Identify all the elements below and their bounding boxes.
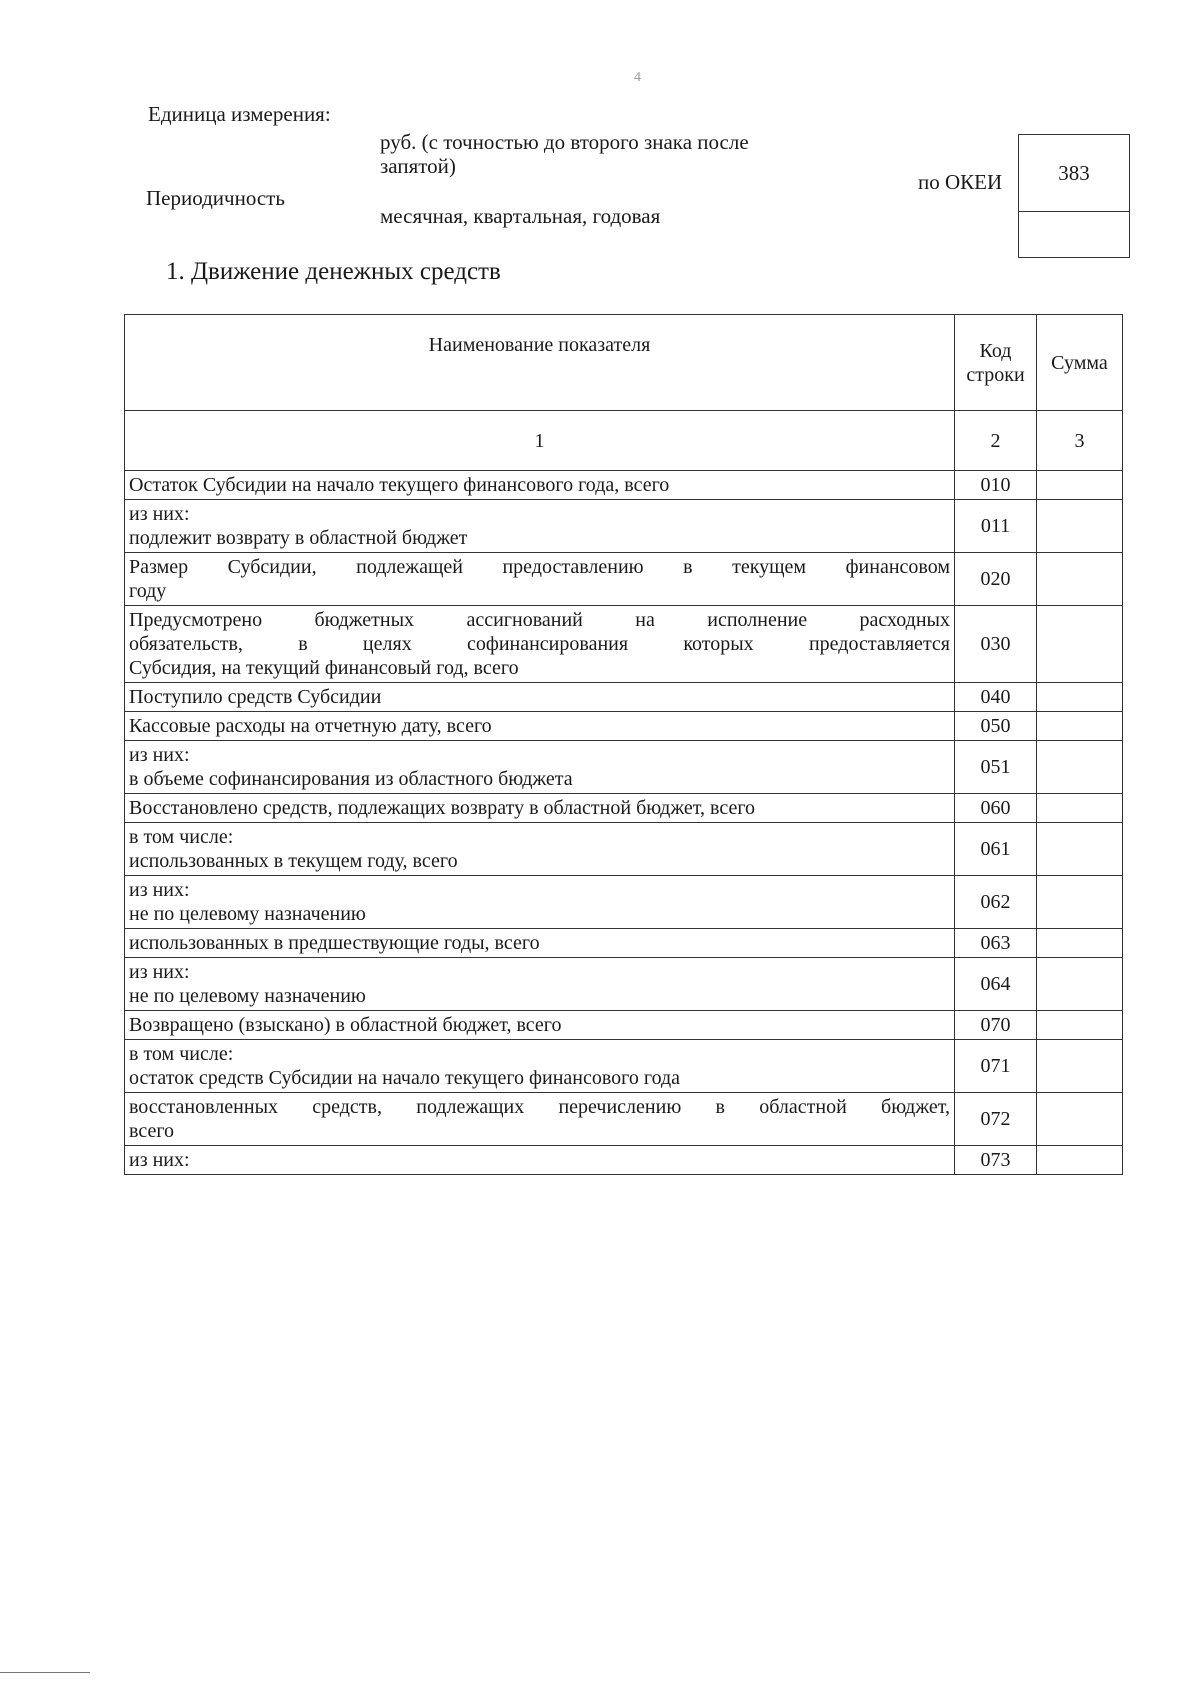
row-name-line: году — [129, 580, 167, 602]
row-sum — [1037, 683, 1123, 712]
row-sum — [1037, 741, 1123, 794]
row-name-line: обязательств, в целях софинансирования которых предоставляется — [129, 633, 950, 655]
row-name-line: Кассовые расходы на отчетную дату, всего — [129, 715, 492, 737]
table-row — [125, 1146, 1123, 1175]
table-row — [125, 500, 1123, 553]
row-name-line: из них: — [129, 744, 190, 766]
row-code: 073 — [955, 1146, 1037, 1175]
row-sum — [1037, 1011, 1123, 1040]
row-name-line: Остаток Субсидии на начало текущего финансового года, всего — [129, 474, 670, 496]
table-row — [125, 794, 1123, 823]
row-name-line: Возвращено (взыскано) в областной бюджет, всего — [129, 1014, 562, 1036]
table-row — [125, 471, 1123, 500]
table-number-row — [125, 411, 1123, 471]
row-name-line: подлежит возврату в областной бюджет — [129, 527, 468, 549]
row-sum — [1037, 823, 1123, 876]
header-number-sum: 3 — [1037, 411, 1123, 471]
row-sum — [1037, 553, 1123, 606]
table-row — [125, 741, 1123, 794]
table-row — [125, 606, 1123, 683]
table-row — [125, 712, 1123, 741]
row-sum — [1037, 929, 1123, 958]
row-name-line: в том числе: — [129, 1043, 234, 1065]
row-code: 062 — [955, 876, 1037, 929]
footer-mark — [0, 1672, 90, 1673]
table-row — [125, 1040, 1123, 1093]
okei-box — [1018, 134, 1130, 258]
row-name — [125, 1093, 955, 1146]
row-name — [125, 929, 955, 958]
row-code: 063 — [955, 929, 1037, 958]
header-name: Наименование показателя — [125, 315, 955, 411]
row-code: 050 — [955, 712, 1037, 741]
table-header-row — [125, 315, 1123, 411]
row-name-line: из них: — [129, 961, 190, 983]
table-row — [125, 1093, 1123, 1146]
row-name-line: в объеме софинансирования из областного бюджета — [129, 768, 573, 790]
row-sum — [1037, 500, 1123, 553]
row-name-line: использованных в текущем году, всего — [129, 850, 458, 872]
row-name — [125, 876, 955, 929]
row-name-line: в том числе: — [129, 826, 234, 848]
row-name-line: из них: — [129, 503, 190, 525]
row-name — [125, 741, 955, 794]
row-code: 030 — [955, 606, 1037, 683]
row-name — [125, 553, 955, 606]
row-name-line: Поступило средств Субсидии — [129, 686, 382, 708]
row-code: 011 — [955, 500, 1037, 553]
header-sum: Сумма — [1037, 315, 1123, 411]
table-row — [125, 1011, 1123, 1040]
row-sum — [1037, 1146, 1123, 1175]
row-name — [125, 606, 955, 683]
row-code: 051 — [955, 741, 1037, 794]
row-name-line: Субсидия, на текущий финансовый год, всего — [129, 657, 519, 679]
row-name — [125, 958, 955, 1011]
row-name-line: Размер Субсидии, подлежащей предоставлению в текущем финансовом — [129, 556, 950, 578]
row-sum — [1037, 606, 1123, 683]
row-code: 020 — [955, 553, 1037, 606]
table-row — [125, 553, 1123, 606]
row-sum — [1037, 712, 1123, 741]
row-name-line: не по целевому назначению — [129, 903, 366, 925]
row-code: 061 — [955, 823, 1037, 876]
header-number-name: 1 — [125, 411, 955, 471]
row-name-line: всего — [129, 1120, 175, 1142]
row-name-line: Предусмотрено бюджетных ассигнований на исполнение расходных — [129, 609, 950, 631]
row-sum — [1037, 958, 1123, 1011]
page-number: 4 — [634, 70, 641, 85]
row-name — [125, 1040, 955, 1093]
table-row — [125, 683, 1123, 712]
row-name — [125, 712, 955, 741]
okei-code: 383 — [1019, 135, 1129, 212]
units-value-line2: запятой) — [380, 154, 456, 178]
table-row — [125, 929, 1123, 958]
row-name — [125, 794, 955, 823]
row-name-line: из них: — [129, 1149, 190, 1171]
header-code: Код строки — [955, 315, 1037, 411]
table-row — [125, 958, 1123, 1011]
row-code: 010 — [955, 471, 1037, 500]
units-value-line1: руб. (с точностью до второго знака после — [380, 130, 749, 154]
units-label: Единица измерения: — [148, 102, 331, 126]
row-code: 071 — [955, 1040, 1037, 1093]
units-value — [380, 130, 749, 178]
row-name — [125, 1011, 955, 1040]
row-name-line: использованных в предшествующие годы, всего — [129, 932, 540, 954]
okei-label: по ОКЕИ — [918, 170, 1003, 194]
row-sum — [1037, 794, 1123, 823]
section-title: 1. Движение денежных средств — [166, 258, 501, 285]
row-sum — [1037, 1093, 1123, 1146]
row-name-line: не по целевому назначению — [129, 985, 366, 1007]
row-name — [125, 1146, 955, 1175]
row-name — [125, 471, 955, 500]
row-sum — [1037, 1040, 1123, 1093]
periodicity-value: месячная, квартальная, годовая — [380, 204, 661, 228]
row-name — [125, 823, 955, 876]
cash-flow-table — [124, 314, 1123, 1175]
row-name — [125, 683, 955, 712]
table-row — [125, 876, 1123, 929]
periodicity-label: Периодичность — [146, 186, 285, 210]
row-name-line: восстановленных средств, подлежащих перечислению в областной бюджет, — [129, 1096, 950, 1118]
row-code: 070 — [955, 1011, 1037, 1040]
row-code: 060 — [955, 794, 1037, 823]
row-code: 072 — [955, 1093, 1037, 1146]
row-sum — [1037, 876, 1123, 929]
row-code: 064 — [955, 958, 1037, 1011]
row-name — [125, 500, 955, 553]
header-number-code: 2 — [955, 411, 1037, 471]
row-sum — [1037, 471, 1123, 500]
row-name-line: из них: — [129, 879, 190, 901]
row-name-line: Восстановлено средств, подлежащих возврату в областной бюджет, всего — [129, 797, 756, 819]
table-row — [125, 823, 1123, 876]
row-code: 040 — [955, 683, 1037, 712]
row-name-line: остаток средств Субсидии на начало текущего финансового года — [129, 1067, 681, 1089]
